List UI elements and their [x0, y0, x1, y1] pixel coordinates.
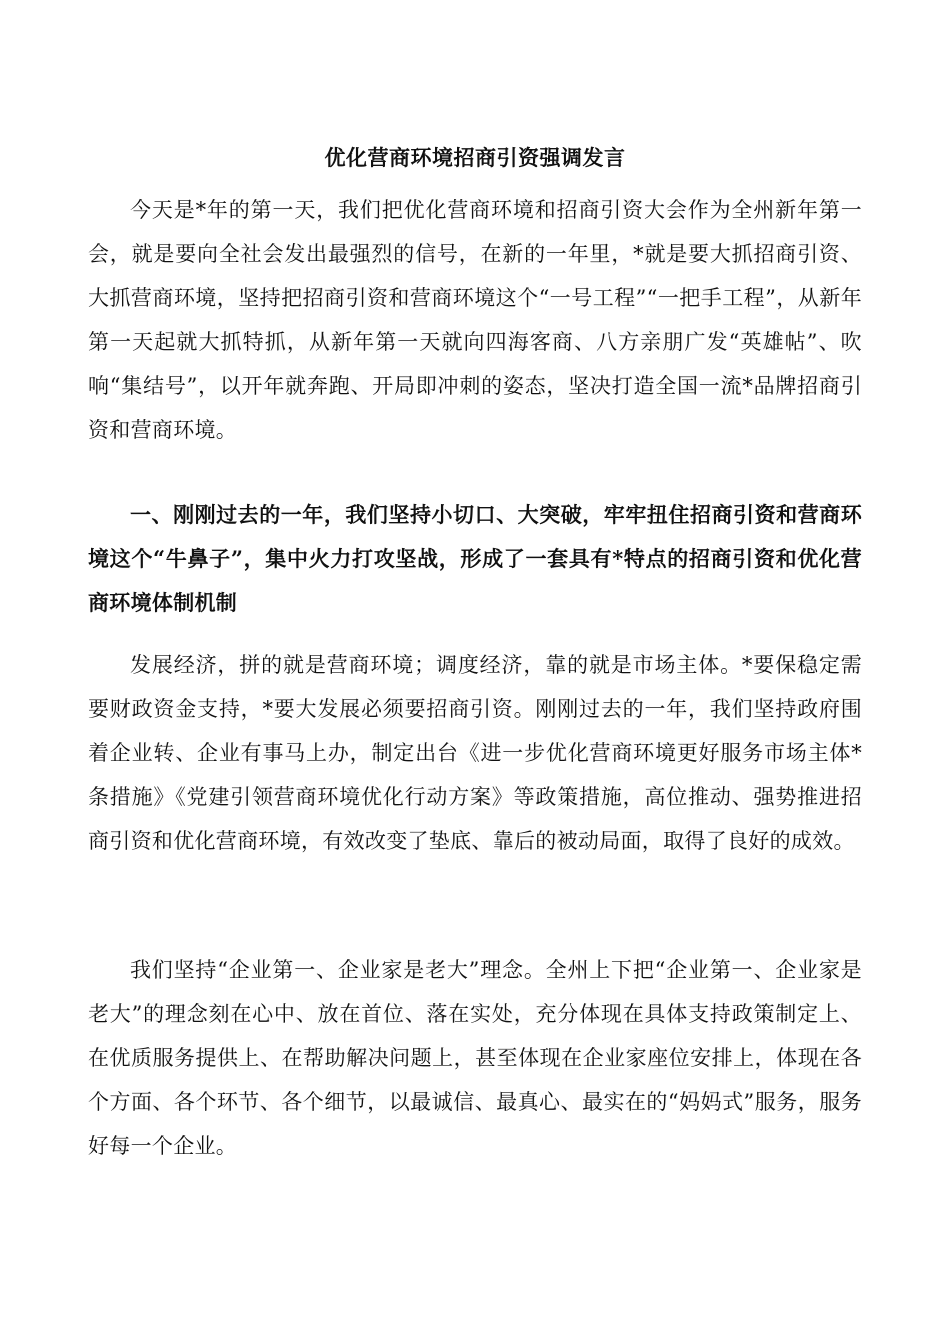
paragraph-enterprise-first: 我们坚持“企业第一、企业家是老大”理念。全州上下把“企业第一、企业家是老大”的理念刻在心中、放在首位、落在实处，充分体现在具体支持政策制定上、在优质服务提供上、在帮助解决问题上，甚至体现在企业家座位安排上，体现在各个方面、各个环节、各个细节，以最诚信、最真心、最实在的“妈妈式”服务，服务好每一个企业。 [88, 958, 862, 1158]
paragraph-economy: 发展经济，拼的就是营商环境；调度经济，靠的就是市场主体。*要保稳定需要财政资金支持，*要大发展必须要招商引资。刚刚过去的一年，我们坚持政府围着企业转、企业有事马上办，制定出台《进一步优化营商环境更好服务市场主体*条措施》《党建引领营商环境优化行动方案》等政策措施，高位推动、强势推进招商引资和优化营商环境，有效改变了垫底、靠后的被动局面，取得了良好的成效。 [88, 653, 862, 853]
section-heading-1: 一、刚刚过去的一年，我们坚持小切口、大突破，牢牢扭住招商引资和营商环境这个“牛鼻子”，集中火力打攻坚战，形成了一套具有*特点的招商引资和优化营商环境体制机制 [88, 502, 862, 615]
paragraph-intro: 今天是*年的第一天，我们把优化营商环境和招商引资大会作为全州新年第一会，就是要向全社会发出最强烈的信号，在新的一年里，*就是要大抓招商引资、大抓营商环境，坚持把招商引资和营商环境这个“一号工程”“一把手工程”，从新年第一天起就大抓特抓，从新年第一天就向四海客商、八方亲朋广发“英雄帖”、吹响“集结号”，以开年就奔跑、开局即冲刺的姿态，坚决打造全国一流*品牌招商引资和营商环境。 [88, 198, 862, 442]
document-title: 优化营商环境招商引资强调发言 [324, 145, 626, 170]
